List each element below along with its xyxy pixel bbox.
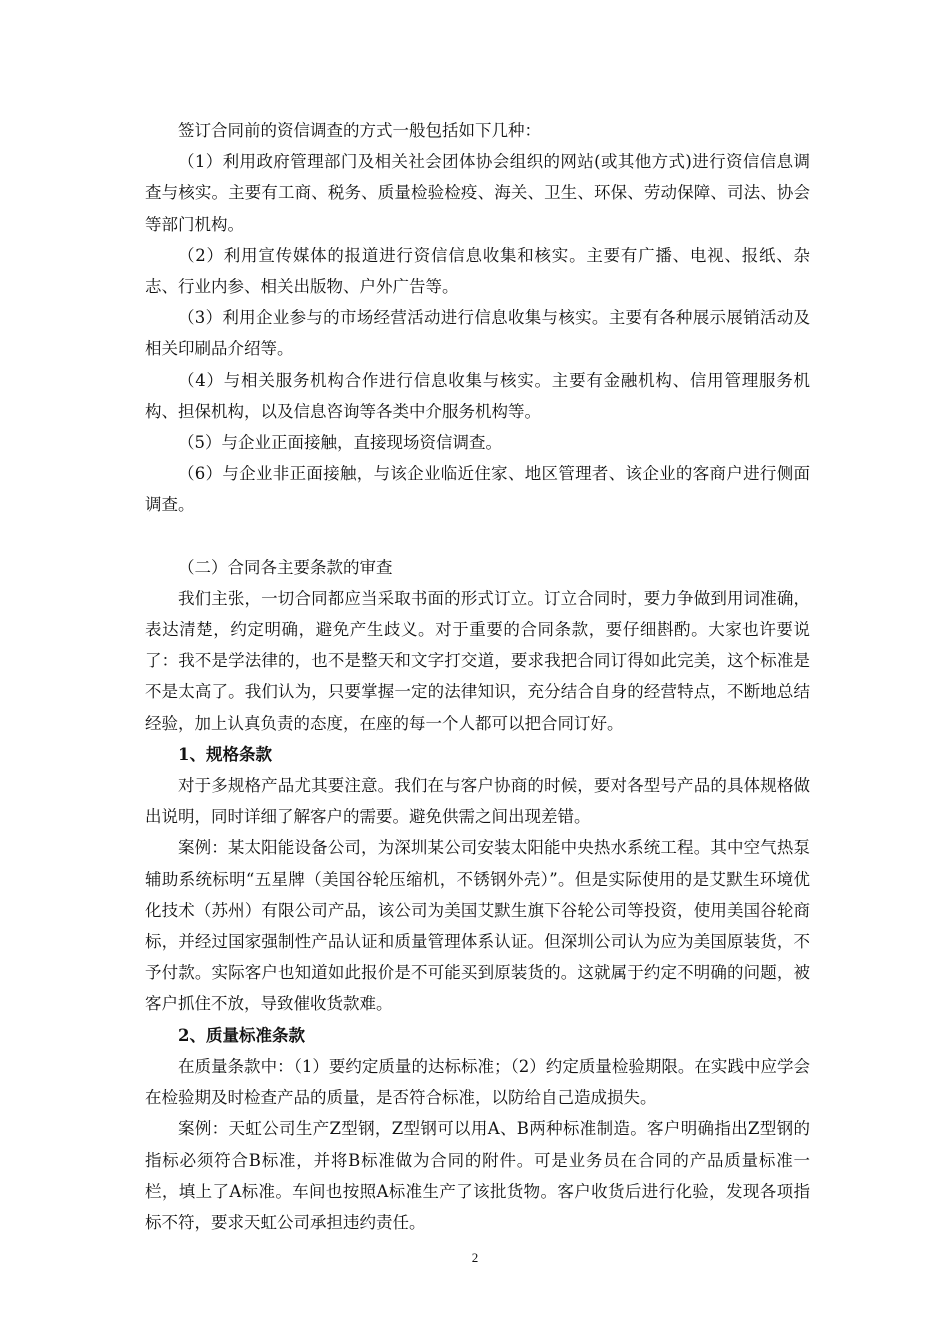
document-body <box>145 115 810 1238</box>
spec-case-paragraph: 案例：某太阳能设备公司，为深圳某公司安装太阳能中央热水系统工程。其中空气热泵辅助系统标明“五星牌（美国谷轮压缩机，不锈钢外壳）”。但是实际使用的是艾默生环境优化技术（苏州）有限公司产品，该公司为美国艾默生旗下谷轮公司等投资，使用美国谷轮商标，并经过国家强制性产品认证和质量管理体系认证。但深圳公司认为应为美国原装货，不予付款。实际客户也知道如此报价是不可能买到原装货的。这就属于约定不明确的问题，被客户抓住不放，导致催收货款难。 <box>145 838 810 1014</box>
quality-case-paragraph: 案例：天虹公司生产Z型钢，Z型钢可以用A、B两种标准制造。客户明确指出Z型钢的指标必须符合B标准，并将B标准做为合同的附件。可是业务员在合同的产品质量标准一栏，填上了A标准。车间也按照A标准生产了该批货物。客户收货后进行化验，发现各项指标不符，要求天虹公司承担违约责任。 <box>145 1119 810 1232</box>
method-item-6: （6）与企业非正面接触，与该企业临近住家、地区管理者、该企业的客商户进行侧面调查。 <box>145 464 810 515</box>
method-item-3: （3）利用企业参与的市场经营活动进行信息收集与核实。主要有各种展示展销活动及相关印刷品介绍等。 <box>145 308 810 359</box>
method-item-1: （1）利用政府管理部门及相关社会团体协会组织的网站(或其他方式)进行资信信息调查与核实。主要有工商、税务、质量检验检疫、海关、卫生、环保、劳动保障、司法、协会等部门机构。 <box>145 152 810 234</box>
quality-paragraph: 在质量条款中：（1）要约定质量的达标标准；（2）约定质量检验期限。在实践中应学会在检验期及时检查产品的质量，是否符合标准，以防给自己造成损失。 <box>145 1056 810 1108</box>
method-item-5: （5）与企业正面接触，直接现场资信调查。 <box>178 433 502 453</box>
subsection-heading-spec: 1、规格条款 <box>178 744 272 764</box>
page-number: 2 <box>471 1250 479 1265</box>
section-heading: （二）合同各主要条款的审查 <box>178 557 393 577</box>
subsection-heading-quality: 2、质量标准条款 <box>178 1025 305 1045</box>
intro-paragraph: 签订合同前的资信调查的方式一般包括如下几种： <box>178 121 541 140</box>
method-item-4: （4）与相关服务机构合作进行信息收集与核实。主要有金融机构、信用管理服务机构、担保机构，以及信息咨询等各类中介服务机构等。 <box>145 370 810 421</box>
spec-paragraph: 对于多规格产品尤其要注意。我们在与客户协商的时候，要对各型号产品的具体规格做出说明，同时详细了解客户的需要。避免供需之间出现差错。 <box>145 776 810 827</box>
method-item-2: （2）利用宣传媒体的报道进行资信信息收集和核实。主要有广播、电视、报纸、杂志、行业内参、相关出版物、户外广告等。 <box>145 245 810 297</box>
section-intro-paragraph: 我们主张，一切合同都应当采取书面的形式订立。订立合同时，要力争做到用词准确，表达清楚，约定明确，避免产生歧义。对于重要的合同条款，要仔细斟酌。大家也许要说了：我不是学法律的，也不是整天和文字打交道，要求我把合同订得如此完美，这个标准是不是太高了。我们认为，只要掌握一定的法律知识，充分结合自身的经营特点，不断地总结经验，加上认真负责的态度，在座的每一个人都可以把合同订好。 <box>145 588 810 733</box>
